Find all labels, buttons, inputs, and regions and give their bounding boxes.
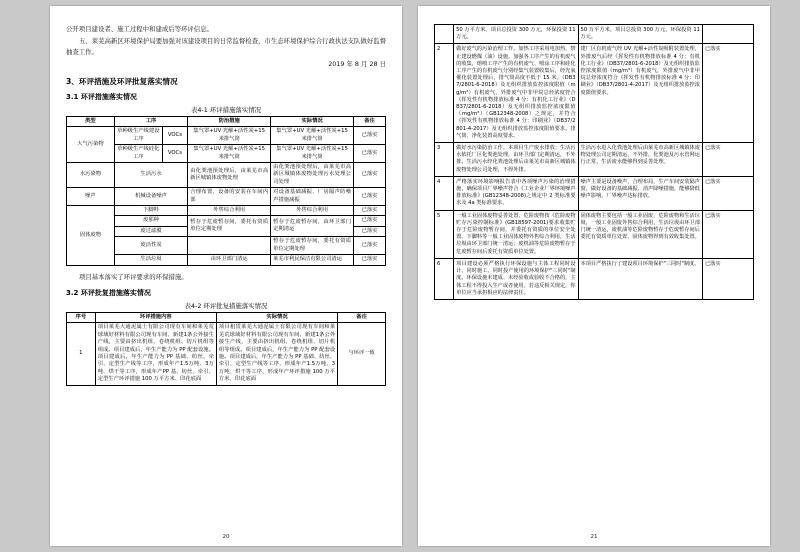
table-row	[435, 25, 754, 44]
cell-actual: 集气罩+UV 光解+活性炭+15 米排气筒	[271, 127, 354, 145]
cell-note: 已落实	[354, 206, 386, 216]
post-table-note	[66, 272, 386, 284]
table-row	[435, 210, 754, 258]
cell-content: 项目建设必须严格执行环保设施与主体工程同时设计、同时施工、同时投产使用的环境保护"三同时"制度。环保设施未建成、未经验收或验收不合格的，主体工程不得投入生产或者使用。若违反相关规定，你单位应当承担相应的法律责任。	[454, 258, 578, 299]
cell-no: 5	[435, 210, 454, 258]
cell-actual: 莱芜市利民保洁有限公司清运	[271, 255, 354, 265]
cell-actual: 暂存于危废暂存间，由环卫部门定期清运	[271, 216, 354, 237]
page-number-right: 21	[590, 534, 598, 540]
th-measure: 防治措施	[188, 117, 271, 127]
th-type: 类型	[67, 117, 115, 127]
cell-note: 已落实	[354, 163, 386, 188]
th-process: 工序	[114, 117, 187, 127]
document-page-left	[50, 6, 402, 546]
section-heading-3-1: 3.1 环评措施落实情况	[66, 93, 137, 101]
cell-measure: 合理布置，设备的安装在车间内部	[188, 188, 271, 206]
cell-status: 已落实	[702, 143, 753, 177]
cell-measure: 由化粪池预处理后，由莱芜市高新区城镇体废物处理	[188, 163, 271, 188]
cell-actual: 由化粪池预处理后，由莱芜市高新区城镇体废物处理污水处理公司处理	[271, 163, 354, 188]
th-content: 环评措施内容	[95, 313, 216, 323]
cell-no: 1	[67, 323, 96, 385]
cell-note: 已落实	[354, 255, 386, 265]
cell-actual: 项目租赁莱芜大通泥属土有限公司现有车间和莱芜荒球域好材料有限公司现有车间、新建1条公外接生产线，主要由挤出机组、卷绕机组、切片机组等组成。项目建成后，年生产能力为 PP 配套设施。项目建成后，年生产能力为 PP 基础、纺丝、牵引、定型生产线等工序，形成年产1.5万吨、3万吨、烘干等工序，形成年产环评措施 100 万平方米、印花底面	[216, 323, 337, 385]
cell-content: 项目莱芜大通泥属土有限公司现有车间和莱芜荒球域好材料有限公司现有车间、新建1条公外接生产线，主要由挤出机组、卷绕机组、切片机组等组成。项目建成后，年生产能力为 PP 配套设施。项目建成后，年生产能力为 PP 基础、纺丝、牵引、定型生产线等工序，形成年产1.5万吨、3万吨、烘干等工序，形成年产PP 基、纺丝、牵引、定型生产环评措施 100 万平方米、印花底面	[95, 323, 216, 385]
cell-process: 草种级生产线硅化工序	[114, 145, 162, 163]
table-row	[435, 44, 754, 143]
table-row	[67, 237, 386, 255]
cell-actual: 固体废物主要包括一般工业固废、危险废物和生活垃圾，一般工业固废外售综合利用，生活垃圾由环卫部门统一清运，废机油等危险废物暂存于危废暂存间后委托有资质单位处置，固体废物得到有效收集处置。	[578, 210, 702, 258]
approval-date: 2019 年 8 月 28 日	[328, 59, 386, 68]
table-row	[435, 258, 754, 299]
cell-measure: 集气罩+UV 光解+活性炭+15 米排气筒	[188, 127, 271, 145]
cell-no: 3	[435, 143, 454, 177]
table-row	[67, 216, 386, 226]
th-note: 备注	[338, 313, 386, 323]
page-number-left: 20	[222, 534, 230, 540]
cell-status: 已落实	[702, 210, 753, 258]
table-4-1-header-row	[67, 117, 386, 127]
cell-measure: 集气罩+UV 光解+活性炭+15 米排气筒	[188, 145, 271, 163]
th-actual: 实际情况	[271, 117, 354, 127]
cell-content: 一般工业固体废物妥善处置，危险废物按《危险废物贮存污染控制标准》(GB18597-2001)要求收集贮存于危险废物暂存间，并委托有资质的单位安全处置。下脚料等一般工业固体废物外售综合利用，生活垃圾由环卫部门统一清运；废机油等危险废物暂存于危废暂存间后委托有资质单位处置。	[454, 210, 578, 258]
cell-ctrl: VOCs	[162, 127, 188, 145]
cell-measure	[188, 237, 271, 255]
cell-actual: 外售综合利用	[271, 206, 354, 216]
cell-note: 与环评一致	[338, 323, 386, 385]
table-row	[435, 143, 754, 177]
table-row	[67, 255, 386, 265]
cell-actual: 暂存于危废暂存间，委托有资质单位定期处理	[271, 237, 354, 255]
cell-note: 已落实	[354, 226, 386, 236]
table-row	[67, 323, 386, 385]
cell-actual: 噪声主要是设备噪声，合理布局，生产车间安装隔声窗，做好设备的基础减振、消声降噪措施，能够降低噪声影响，厂界噪声达标排放。	[578, 176, 702, 210]
table-row	[67, 206, 386, 216]
table-row	[67, 188, 386, 206]
cell-process: 废活性炭	[114, 237, 187, 255]
cell-type: 大气污染物	[67, 127, 115, 163]
th-actual: 实际情况	[216, 313, 337, 323]
cell-type: 固体废物	[67, 206, 115, 265]
table-4-2-header-row	[67, 313, 386, 323]
cell-status: 已落实	[702, 44, 753, 143]
table-4-1-caption: 表4-1 环评措施落实情况	[191, 106, 261, 114]
paragraph-2: 五、莱芜高新区环境保护局要加强对该建设项目的日常监督检查，市生态环境保护综合行政执法支队做好监督抽查工作。	[66, 36, 386, 56]
cell-type: 噪声	[67, 188, 115, 206]
cell-process: 生活污水	[114, 163, 187, 188]
cell-status: 已落实	[702, 176, 753, 210]
cell-ctrl: VOCs	[162, 145, 188, 163]
th-no: 序号	[67, 313, 96, 323]
cell-process: 废那种	[114, 216, 187, 226]
cell-actual: 集气罩+UV 光解+活性炭+15 米排气筒	[271, 145, 354, 163]
table-row	[67, 127, 386, 145]
cell-note: 已落实	[354, 216, 386, 226]
cell-process: 生活垃圾	[114, 255, 187, 265]
cell-no	[435, 25, 454, 44]
table-4-2-continued	[434, 24, 754, 300]
cell-note: 已落实	[354, 145, 386, 163]
paragraph-1: 公开项目建设者、施工过程中和建成后等环评信息。	[66, 25, 213, 33]
table-4-2-caption: 表4-2 环评批复措施落实情况	[184, 302, 268, 310]
table-row	[435, 176, 754, 210]
cell-measure: 暂存于危废暂存间，委托有资质单位定期处理	[188, 216, 271, 237]
cell-actual: 建厂区有机废气经 UV 光解+活性炭吸附装置处理，外排废气后经《挥发性有机物排放标准 4 分：有机化工行业》（DB37/2801-6-2018）及无组织排放监控浓度限值（mg/m³）有机废气，外排废气中非甲烷总烃浓度符合《挥发性有机物排放标准 4 分：印刷业》（DB37/2801-4-2017）及无组织排放监控浓度限值要求。	[578, 44, 702, 143]
cell-process: 草种级生产线建设工序	[114, 127, 162, 145]
cell-status: 已落实	[702, 258, 753, 299]
cell-note: 已落实	[354, 127, 386, 145]
table-row	[67, 163, 386, 188]
post-table-paragraph: 项目基本落实了环评要求的环保措施。	[79, 272, 188, 281]
cell-actual: 生活污水进入化粪池处理后由莱芜市高新区城镇体废物处理公司定期清运，不外排。化粪池及污水管网运行正常、生活废水能够得到妥善处理。	[578, 143, 702, 177]
cell-process: 废过滤膜	[114, 226, 187, 236]
cell-actual: 对设备基础减振、厂房隔声防噪声措施减振	[271, 188, 354, 206]
table-4-1	[66, 116, 386, 266]
cell-content: 做好水污染防治工作。本项目生产废水排放；生活污水依托厂区化粪池处理，由环卫部门定期清运，不外排。生活污水经化粪池处理后由莱芜市高新区城镇体废物处理公司处理，不得外排。	[454, 143, 578, 177]
left-page-body-text	[66, 24, 386, 70]
section-heading-3: 3、环评措施及环评批复落实情况	[66, 77, 178, 86]
cell-actual: 本项目严格执行了建设项目环境保护"三同时"制度。	[578, 258, 702, 299]
cell-note: 已落实	[354, 188, 386, 206]
cell-no: 2	[435, 44, 454, 143]
table-4-2	[66, 312, 386, 386]
table-row	[67, 145, 386, 163]
document-page-right	[418, 6, 770, 546]
cell-status	[702, 25, 753, 44]
cell-process: 下脚料	[114, 206, 187, 216]
cell-content: 50 万平方米。项目总投资 300 万元，环保投资 11 万元。	[454, 25, 578, 44]
cell-no: 4	[435, 176, 454, 210]
cell-actual: 50 万平方米。项目总投资 300 万元，环保投资 11 万元。	[578, 25, 702, 44]
cell-measure: 外售综合利用	[188, 206, 271, 216]
cell-no: 6	[435, 258, 454, 299]
cell-process: 机械设备噪声	[114, 188, 187, 206]
section-heading-3-2: 3.2 环评批复措施落实情况	[66, 289, 151, 297]
cell-content: 严格落实环境影响报告表中各项噪声污染的治理措施，确保项目厂界噪声符合《工业企业厂界环境噪声排放标准》(GB12348-2008)之规定中 2 类标准要求及 4a 类标准要求。	[454, 176, 578, 210]
cell-measure: 由环卫部门清运	[188, 255, 271, 265]
th-note: 备注	[354, 117, 386, 127]
cell-note: 已落实	[354, 237, 386, 255]
cell-type: 水污染物	[67, 163, 115, 188]
cell-content: 做好废气的污染治理工作。加热工序采用电加热，禁止建设燃煤（油）设施。加强各工序产生的有机废气的收集，熔喷工序产生的有机废气、喷涂工序和硅化工序产生的有机废气分别经集气装置收集后，经光氧催化装置处理后，排气筒高度不低于 15 米。（DB37/2801-6-2018）及无组织排放监控浓度限值（mg/m³）有机废气，外排废气中非甲烷总烃浓度符合《挥发性有机物排放标准 4 分：有机化工行业》（DB37/2801-6-2018）及无组织排放监控浓度限值（mg/m³）（GB12348-2008）之规定，并符合《挥发性有机物排放标准 4 分：印刷业》（DB37/2801-4-2017）及无组织排放监控浓度限值要求。排气筒、净化装置高度要求。	[454, 44, 578, 143]
